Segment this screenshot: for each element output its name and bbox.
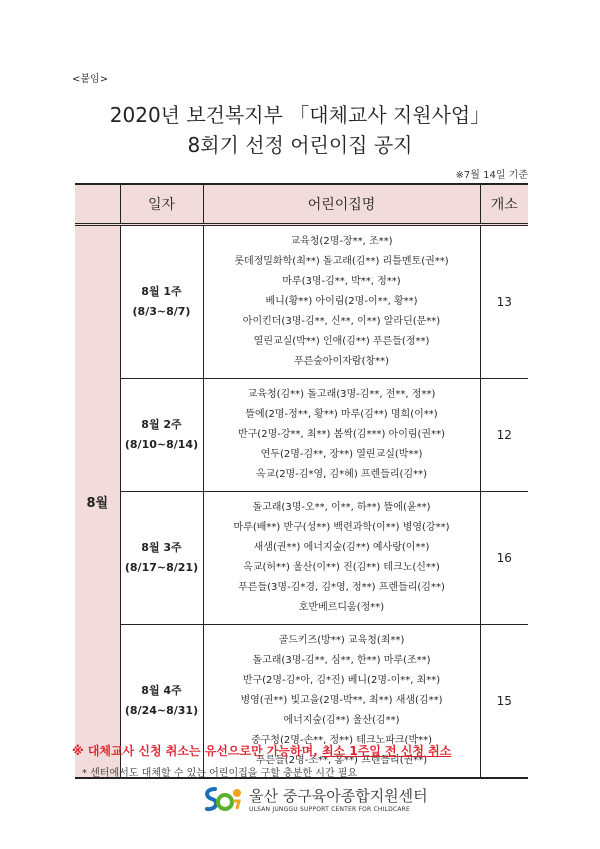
count-cell: 16 (480, 492, 528, 625)
count-cell: 13 (480, 225, 528, 379)
daycare-line: 연두(2명-김**, 장**) 열린교실(박**) (260, 449, 423, 460)
table-header (75, 184, 528, 225)
title-line-1: 2020년 보건복지부 「대체교사 지원사업」 (109, 103, 491, 127)
daycare-line: 새샘(권**) 에너지숲(김**) 예사랑(이**) (253, 542, 430, 553)
daycare-line: 뜰에(2명-정**, 황**) 마루(김**) 명희(이**) (245, 409, 438, 420)
date-cell (120, 225, 203, 379)
table-row (75, 225, 528, 379)
daycare-line: 열린교실(박**) 인애(김**) 푸른들(정**) (253, 336, 430, 347)
daycare-names-cell (203, 225, 480, 379)
daycare-line: 반구(2명-김*아, 김*진) 베니(2명-이**, 최**) (242, 675, 441, 686)
count-cell: 12 (480, 379, 528, 492)
daycare-line: 골드키즈(방**) 교육청(최**) (278, 635, 405, 646)
center-name-kr: 울산 중구육아종합지원센터 (249, 787, 428, 805)
table-row (75, 492, 528, 625)
week-label: 8월 3주 (141, 541, 182, 554)
daycare-line: 반구(2명-강**, 최**) 봄싹(김***) 아이림(권**) (237, 429, 445, 440)
daycare-line: 교육청(김**) 돌고래(3명-김**, 전**, 정**) (247, 389, 436, 400)
center-logo-icon (203, 785, 243, 813)
attachment-label: <붙임> (72, 74, 109, 85)
page-title (0, 100, 600, 160)
daycare-line: 마루(3명-김**, 박**, 정**) (282, 276, 401, 287)
daycare-line: 옥교(허**) 울산(이**) 진(김**) 테크노(신**) (243, 562, 440, 573)
table-row (75, 379, 528, 492)
daycare-line: 푸른들(3명-김*경, 김*영, 정**) 프렌들리(김**) (238, 582, 445, 593)
daycare-names-cell (203, 379, 480, 492)
daycare-line: 돌고래(3명-김**, 심**, 한**) 마루(조**) (252, 655, 431, 666)
daycare-line: 교육청(2명-장**, 조**) (290, 236, 393, 247)
basis-date: ※7월 14일 기준 (455, 170, 528, 181)
cancel-note-underlined: 최소 1주일 전 신청 취소 (321, 744, 452, 758)
week-label: 8월 2주 (141, 418, 182, 431)
header-date: 일자 (120, 184, 203, 225)
date-range: (8/17~8/21) (124, 561, 199, 574)
cancel-subnote: * 센터에서도 대체할 수 있는 어린이집을 구할 충분한 시간 필요 (82, 768, 358, 779)
daycare-line: 마루(배**) 반구(성**) 백련과학(이**) 병영(강**) (233, 522, 450, 533)
title-line-2: 8회기 선정 어린이집 공지 (187, 133, 413, 157)
cancel-note (72, 742, 451, 759)
week-label: 8월 4주 (141, 684, 182, 697)
center-name-en: ULSAN JUNGGU SUPPORT CENTER FOR CHILDCARE (249, 806, 411, 813)
header-month (75, 184, 120, 225)
daycare-line: 중구청(2명-손**, 정**) 테크노파크(박**) (250, 735, 433, 746)
month-cell: 8월 (75, 225, 120, 779)
daycare-line: 롯데정밀화학(최**) 돌고래(김**) 리틀멘토(권**) (234, 256, 449, 267)
daycare-line: 푸른들(2명-조**, 홍**) 프렌들리(권**) (255, 755, 428, 766)
center-logo (203, 785, 428, 813)
week-label: 8월 1주 (141, 285, 182, 298)
date-cell (120, 379, 203, 492)
daycare-line: 베니(황**) 아이림(2명-이**, 황**) (265, 296, 418, 307)
header-daycare-name: 어린이집명 (203, 184, 480, 225)
daycare-line: 아이킨더(3명-김**, 신**, 이**) 알라딘(문**) (242, 316, 441, 327)
selection-table (75, 183, 528, 779)
daycare-names-cell (203, 492, 480, 625)
date-cell (120, 492, 203, 625)
daycare-line: 병영(권**) 빛고을(2명-박**, 최**) 새샘(김**) (240, 695, 443, 706)
daycare-line: 옥교(2명-김*영, 김*혜) 프렌들리(김**) (255, 469, 428, 480)
date-range: (8/3~8/7) (132, 305, 191, 318)
daycare-line: 호반베르디움(정**) (298, 602, 385, 613)
date-range: (8/10~8/14) (124, 438, 199, 451)
daycare-line: 푸른숲아이자람(창**) (293, 356, 390, 367)
daycare-line: 돌고래(3명-오**, 이**, 하**) 뜰에(윤**) (252, 502, 431, 513)
daycare-line: 에너지숲(김**) 울산(김**) (283, 715, 400, 726)
header-count: 개소 (480, 184, 528, 225)
cancel-note-text: ※ 대체교사 신청 취소는 유선으로만 가능하며, (72, 744, 322, 758)
count-cell: 15 (480, 625, 528, 779)
date-range: (8/24~8/31) (124, 704, 199, 717)
